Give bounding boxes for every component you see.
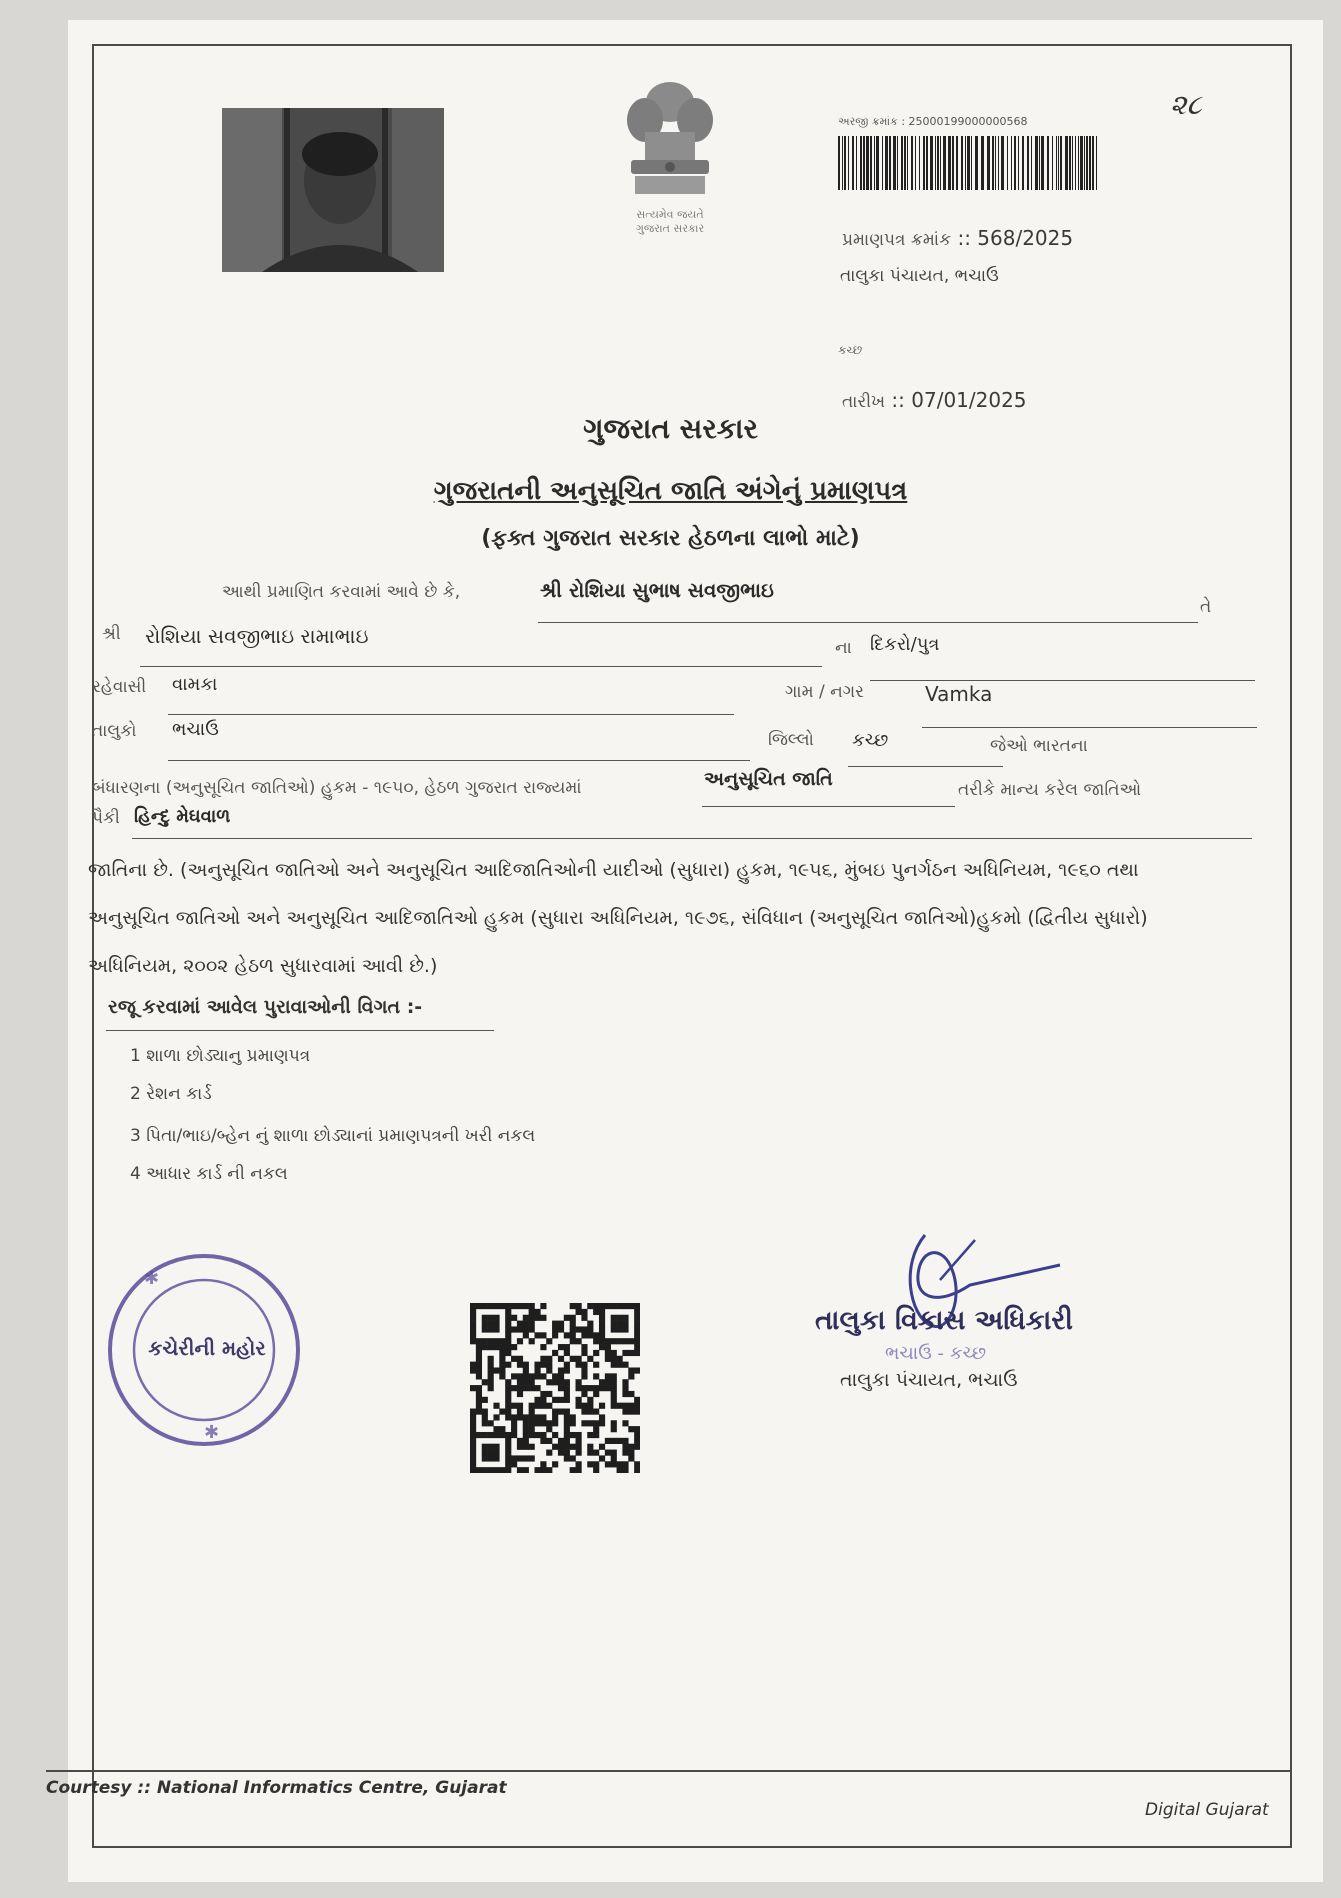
application-number: અરજી ક્રમાંક : 25000199000000568	[838, 115, 1028, 128]
office-seal	[104, 1250, 304, 1450]
resident-label: રહેવાસી	[92, 677, 147, 697]
taluka-line	[168, 760, 750, 761]
certify-label: આથી પ્રમાણિત કરવામાં આવે છે કે,	[222, 582, 461, 602]
issue-date: :: 07/01/2025	[891, 388, 1027, 412]
district: કચ્છ	[852, 730, 889, 751]
date-label: તારીખ	[842, 392, 886, 412]
document-item: 2 રેશન કાર્ડ	[130, 1084, 212, 1104]
caste-line	[132, 838, 1252, 839]
seal-center-text: કચેરીની મહોર	[148, 1336, 266, 1360]
header-district: કચ્છ	[838, 343, 863, 357]
documents-heading-line	[106, 1030, 494, 1031]
taluka: ભચાઉ	[172, 719, 219, 740]
village-label: ગામ / નગર	[785, 682, 864, 702]
applicant-photo	[222, 108, 444, 272]
certificate-number-row	[842, 226, 1073, 250]
constitution-text: બંધારણના (અનુસૂચિત જાતિઓ) હુકમ - ૧૯૫૦, હેઠળ ગુજરાત રાજ્યમાં	[92, 778, 582, 798]
shri-label: શ્રી	[102, 624, 121, 644]
district-label: જિલ્લો	[768, 730, 814, 750]
date-row	[842, 388, 1027, 412]
resident-line	[168, 714, 734, 715]
category-line	[702, 806, 955, 807]
relation: દિકરો/પુત્ર	[870, 634, 940, 655]
emblem-caption-2: ગુજરાત સરકાર	[635, 222, 705, 235]
legal-paragraph-line-2: અનુસૂચિત જાતિઓ અને અનુસૂચિત આદિજાતિઓ હુકમ (સુધારા અધિનિયમ, ૧૯૭૬, સંવિધાન (અનુસૂચિત જાતિઓ)હુકમો (દ્વિતીય સુધારો)	[88, 907, 1148, 929]
svg-text:✱: ✱	[204, 1422, 220, 1443]
qr-code	[470, 1303, 640, 1473]
document-item: 4 આધાર કાર્ડ ની નકલ	[130, 1164, 288, 1184]
government-title: ગુજરાત સરકાર	[583, 412, 758, 445]
signatory-title: તાલુકા વિકાસ અધિકારી	[815, 1305, 1074, 1336]
te-label: તે	[1200, 597, 1212, 617]
na-label: ના	[835, 638, 852, 658]
barcode	[838, 136, 1103, 190]
certificate-purpose: (ફક્ત ગુજરાત સરકાર હેઠળના લાભો માટે)	[481, 526, 860, 551]
district-line	[848, 766, 1003, 767]
emblem-caption-1: સત્યમેવ જયતે	[636, 208, 704, 221]
among-label: પૈકી	[92, 808, 120, 828]
issuing-office: તાલુકા પંચાયત, ભચાઉ	[840, 266, 999, 286]
footer-brand: Digital Gujarat	[1145, 1800, 1269, 1820]
relation-line	[870, 680, 1255, 681]
document-item: 3 પિતા/ભાઇ/બ્હેન નું શાળા છોડ્યાનાં પ્રમાણપત્રની ખરી નકલ	[130, 1126, 536, 1146]
certificate-number: :: 568/2025	[957, 226, 1074, 250]
taluka-label: તાલુકો	[92, 721, 137, 741]
state-emblem	[605, 72, 735, 242]
svg-text:✱: ✱	[144, 1268, 160, 1289]
signatory-office: તાલુકા પંચાયત, ભચાઉ	[840, 1369, 1018, 1391]
applicant-name: શ્રી રોશિયા સુભાષ સવજીભાઇ	[540, 578, 774, 602]
signature-block	[800, 1225, 1100, 1391]
village: Vamka	[925, 682, 993, 706]
legal-paragraph-line-1: જાતિના છે. (અનુસૂચિત જાતિઓ અને અનુસૂચિત આદિજાતિઓની યાદીઓ (સુધારા) હુકમ, ૧૯૫૬, મુંબઇ પુનર્ગઠન અધિનિયમ, ૧૯૬૦ તથા	[88, 859, 1139, 881]
category: અનુસૂચિત જાતિ	[704, 768, 833, 790]
signatory-stamp-line: ભચાઉ - કચ્છ	[885, 1343, 987, 1364]
document-item: 1 શાળા છોડ્યાનુ પ્રમાણપત્ર	[130, 1046, 311, 1066]
caste: હિન્દુ મેઘવાળ	[134, 806, 231, 827]
ashoka-emblem-icon	[605, 72, 735, 202]
documents-heading: રજૂ કરવામાં આવેલ પુરાવાઓની વિગત :-	[108, 996, 423, 1018]
resident: વામકા	[172, 674, 218, 695]
legal-paragraph-line-3: અધિનિયમ, ૨૦૦૨ હેઠળ સુધારવામાં આવી છે.)	[88, 955, 438, 977]
applicant-name-line	[538, 622, 1198, 623]
handwritten-note: ૨૮	[1170, 88, 1202, 121]
certificate-title: ગુજરાતની અનુસૂચિત જાતિ અંગેનું પ્રમાણપત્ર	[433, 476, 908, 506]
recognized-label: તરીકે માન્ય કરેલ જાતિઓ	[958, 780, 1142, 800]
who-label: જેઓ ભારતના	[990, 736, 1088, 756]
footer-divider	[46, 1770, 1292, 1772]
village-line	[922, 727, 1257, 728]
father-name-line	[140, 666, 822, 667]
certificate-number-label: પ્રમાણપત્ર ક્રમાંક	[842, 230, 952, 250]
footer-courtesy: Courtesy :: National Informatics Centre, Gujarat	[46, 1778, 507, 1798]
father-name: રોશિયા સવજીભાઇ રામાભાઇ	[145, 624, 369, 648]
